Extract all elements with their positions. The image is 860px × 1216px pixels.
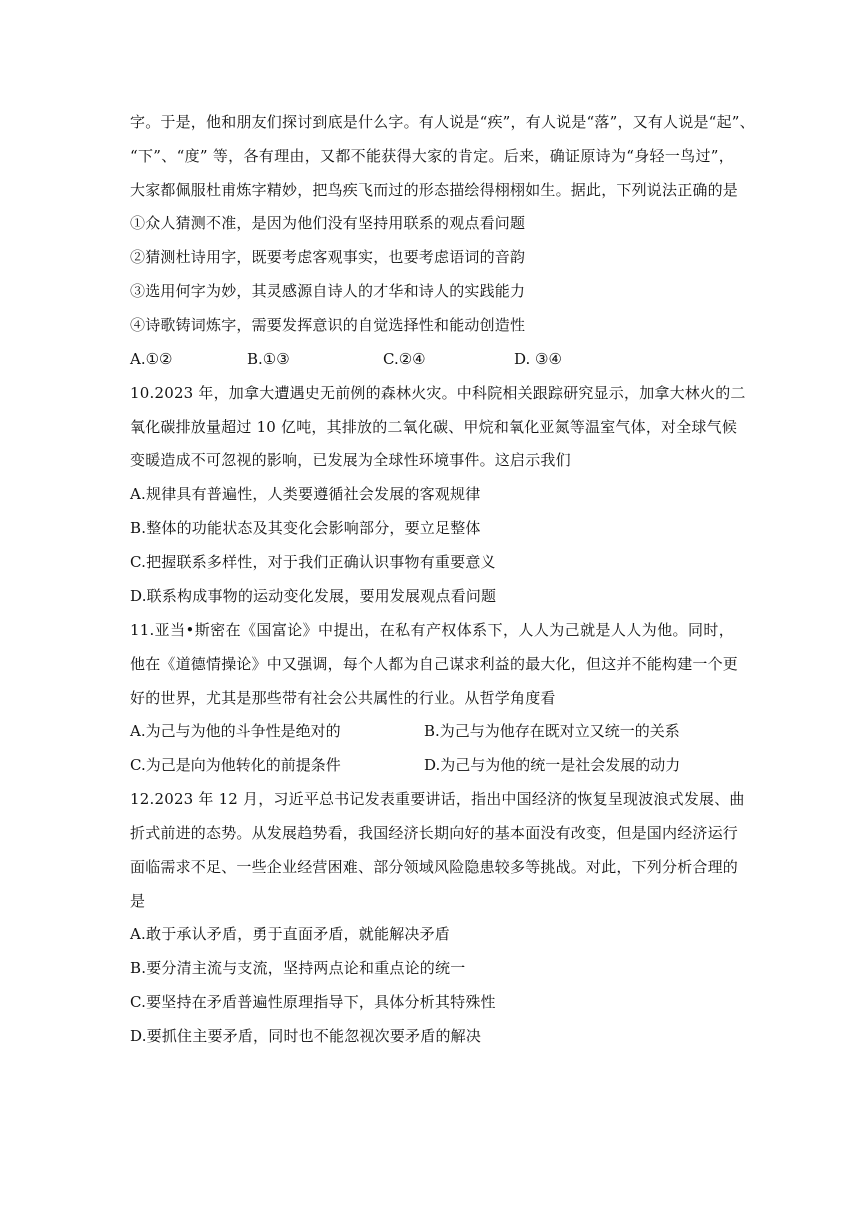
q9-option-b: B.①③ xyxy=(247,350,290,368)
q12-stem-line: 是 xyxy=(130,892,146,910)
q9-statement-3: ③选用何字为妙，其灵感源自诗人的才华和诗人的实践能力 xyxy=(130,282,526,300)
q12-option-c: C.要坚持在矛盾普遍性原理指导下，具体分析其特殊性 xyxy=(130,993,496,1011)
q12-stem-line: 折式前进的态势。从发展趋势看，我国经济长期向好的基本面没有改变，但是国内经济运行 xyxy=(130,824,739,842)
q12-option-a: A.敢于承认矛盾，勇于直面矛盾，就能解决矛盾 xyxy=(130,925,451,943)
q9-option-a: A.①② xyxy=(130,350,173,368)
q11-option-b: B.为己与为他存在既对立又统一的关系 xyxy=(424,722,680,740)
q10-stem-line: 10.2023 年，加拿大遭遇史无前例的森林火灾。中科院相关跟踪研究显示，加拿大林火的二 xyxy=(130,384,746,402)
q12-option-d: D.要抓住主要矛盾，同时也不能忽视次要矛盾的解决 xyxy=(130,1027,482,1045)
q9-line: “下”、“度” 等，各有理由，又都不能获得大家的肯定。后来，确证原诗为“身轻一鸟过”， xyxy=(130,147,734,165)
q12-stem-line: 12.2023 年 12 月，习近平总书记发表重要讲话，指出中国经济的恢复呈现波浪式发展、曲 xyxy=(130,790,745,808)
q9-option-d: D. ③④ xyxy=(514,350,562,368)
q9-statement-4: ④诗歌铸词炼字，需要发挥意识的自觉选择性和能动创造性 xyxy=(130,316,526,334)
q9-line: 大家都佩服杜甫炼字精妙，把鸟疾飞而过的形态描绘得栩栩如生。据此，下列说法正确的是 xyxy=(130,181,739,199)
q12-option-b: B.要分清主流与支流，坚持两点论和重点论的统一 xyxy=(130,959,466,977)
q10-option-b: B.整体的功能状态及其变化会影响部分，要立足整体 xyxy=(130,519,481,537)
q11-option-a: A.为己与为他的斗争性是绝对的 xyxy=(130,722,341,740)
q10-stem-line: 氧化碳排放量超过 10 亿吨，其排放的二氧化碳、甲烷和氧化亚氮等温室气体，对全球气候 xyxy=(130,418,738,436)
q9-statement-1: ①众人猜测不准，是因为他们没有坚持用联系的观点看问题 xyxy=(130,214,526,232)
q11-stem-line: 好的世界，尤其是那些带有社会公共属性的行业。从哲学角度看 xyxy=(130,689,556,707)
q11-stem-line: 11.亚当•斯密在《国富论》中提出，在私有产权体系下，人人为己就是人人为他。同时， xyxy=(130,621,734,639)
q11-stem-line: 他在《道德情操论》中又强调，每个人都为自己谋求利益的最大化，但这并不能构建一个更 xyxy=(130,655,739,673)
q9-option-c: C.②④ xyxy=(383,350,426,368)
q10-option-c: C.把握联系多样性，对于我们正确认识事物有重要意义 xyxy=(130,553,496,571)
q10-stem-line: 变暖造成不可忽视的影响，已发展为全球性环境事件。这启示我们 xyxy=(130,451,571,469)
q10-option-d: D.联系构成事物的运动变化发展，要用发展观点看问题 xyxy=(130,587,497,605)
q9-statement-2: ②猜测杜诗用字，既要考虑客观事实，也要考虑语词的音韵 xyxy=(130,248,526,266)
q11-option-c: C.为己是向为他转化的前提条件 xyxy=(130,756,341,774)
q9-line: 字。于是，他和朋友们探讨到底是什么字。有人说是“疾”，有人说是“落”，又有人说是“起”、 xyxy=(130,113,755,131)
q12-stem-line: 面临需求不足、一些企业经营困难、部分领域风险隐患较多等挑战。对此，下列分析合理的 xyxy=(130,858,739,876)
q10-option-a: A.规律具有普遍性，人类要遵循社会发展的客观规律 xyxy=(130,485,481,503)
q11-option-d: D.为己与为他的统一是社会发展的动力 xyxy=(424,756,681,774)
